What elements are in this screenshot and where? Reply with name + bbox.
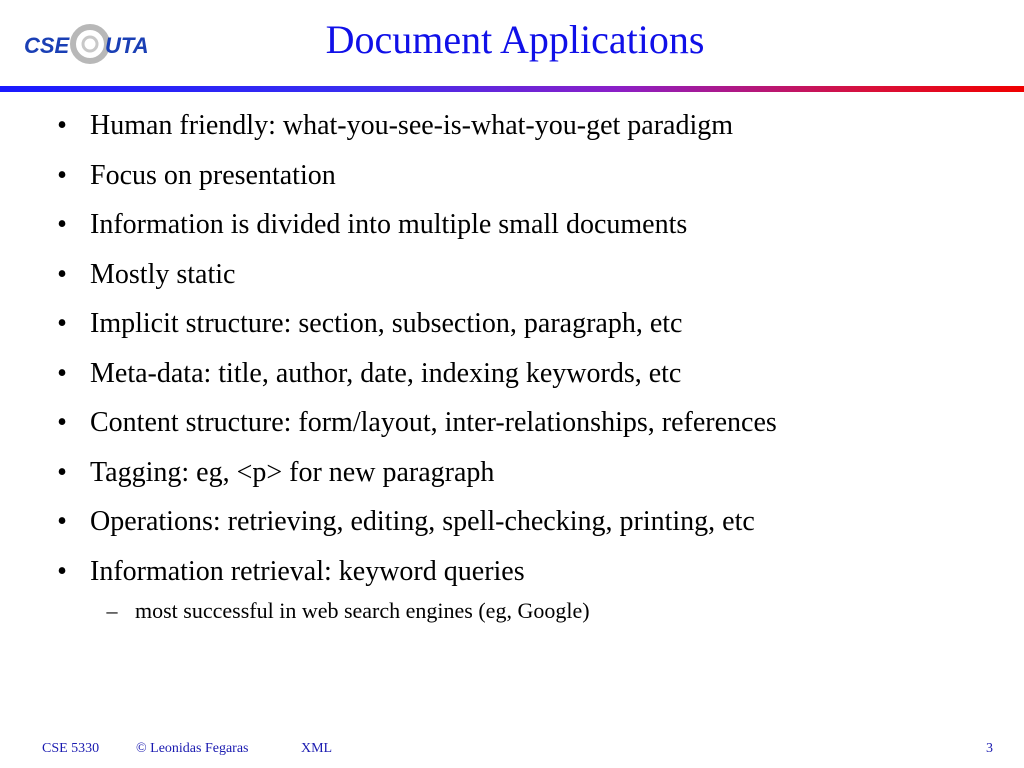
sub-bullet-item — [0, 593, 1024, 633]
bullet-item — [0, 550, 1024, 600]
bullet-list — [0, 104, 1024, 633]
bullet-item — [0, 253, 1024, 303]
bullet-marker: • — [57, 159, 67, 191]
bullet-item — [0, 203, 1024, 253]
footer-topic: XML — [301, 741, 333, 756]
footer-course: CSE 5330 — [42, 741, 100, 756]
bullet-item — [0, 352, 1024, 402]
bullet-marker: • — [57, 110, 67, 141]
sub-bullet-text: most successful in web search engines (eg, Google) — [135, 598, 590, 623]
bullet-marker: • — [57, 506, 67, 537]
bullet-text: Mostly static — [90, 258, 236, 290]
footer-author: © Leonidas Fegaras — [136, 741, 249, 756]
bullet-marker: • — [57, 357, 67, 389]
bullet-marker: • — [57, 308, 67, 339]
bullet-marker: • — [57, 258, 67, 290]
bullet-marker: • — [57, 456, 67, 488]
bullet-marker: • — [57, 209, 67, 240]
title-divider — [0, 86, 1024, 92]
sub-bullet-marker: – — [106, 598, 118, 623]
bullet-item — [0, 500, 1024, 550]
bullet-text: Meta-data: title, author, date, indexing keywords, etc — [90, 357, 682, 389]
bullet-text: Implicit structure: section, subsection, paragraph, etc — [90, 308, 683, 339]
footer-page-number: 3 — [986, 741, 993, 756]
bullet-item — [0, 104, 1024, 154]
bullet-text: Content structure: form/layout, inter-relationships, references — [90, 407, 777, 438]
bullet-text: Human friendly: what-you-see-is-what-you-get paradigm — [90, 110, 734, 141]
bullet-text: Focus on presentation — [90, 159, 336, 191]
bullet-item — [0, 302, 1024, 352]
logo-text-cse: CSE — [24, 33, 70, 58]
bullet-item — [0, 401, 1024, 451]
bullet-text: Information is divided into multiple small documents — [90, 209, 688, 240]
bullet-marker: • — [57, 407, 67, 438]
bullet-text: Tagging: eg, <p> for new paragraph — [90, 456, 495, 488]
bullet-marker: • — [57, 555, 67, 587]
logo-text-uta: UTA — [105, 33, 149, 58]
bullet-item — [0, 154, 1024, 204]
slide-title: Document Applications — [325, 17, 705, 62]
bullet-text: Operations: retrieving, editing, spell-checking, printing, etc — [90, 506, 755, 537]
bullet-item — [0, 451, 1024, 501]
bullet-text: Information retrieval: keyword queries — [90, 555, 525, 587]
